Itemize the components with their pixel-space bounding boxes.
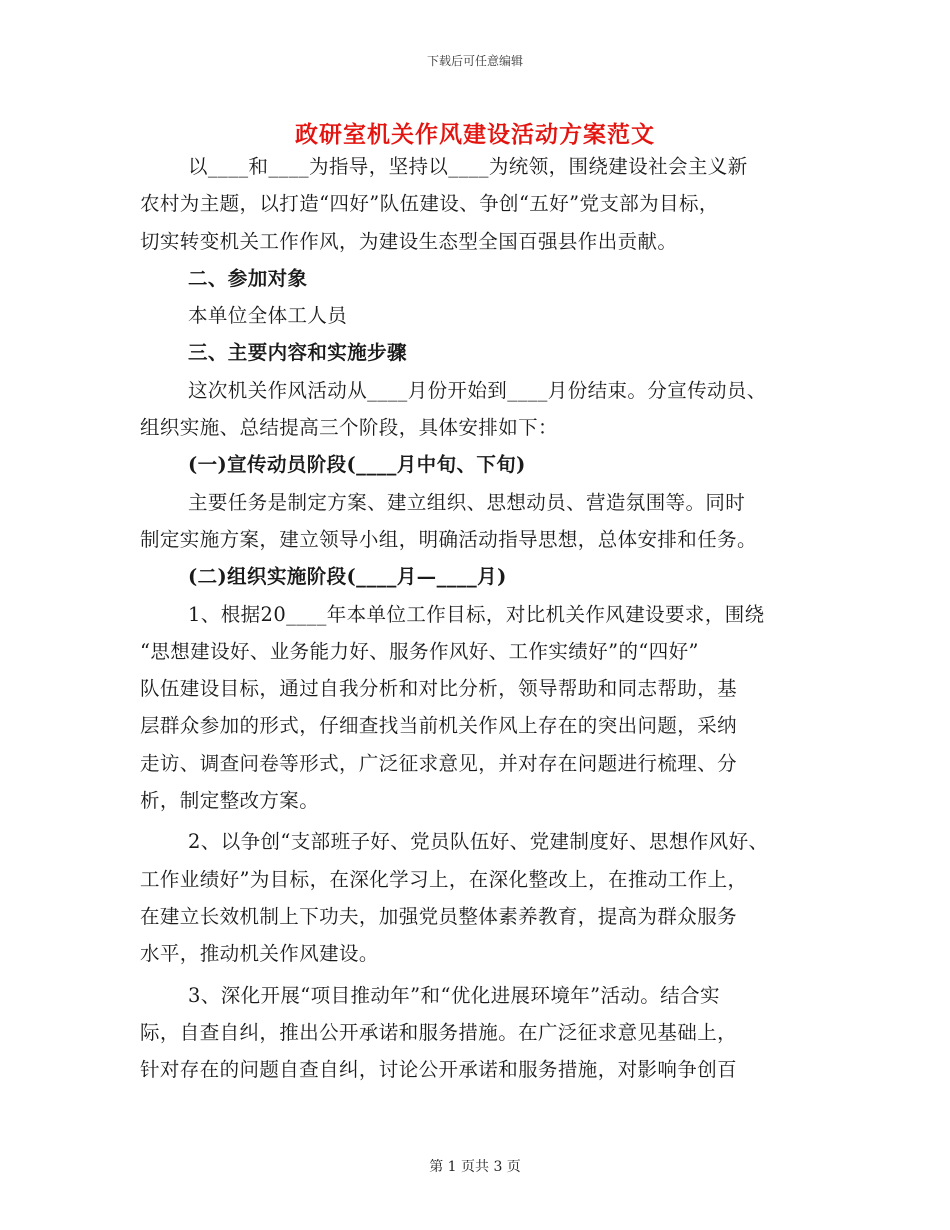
paragraph-line: 这次机关作风活动从____月份开始到____月份结束。分宣传动员、: [188, 378, 767, 402]
subsection-heading: (二)组织实施阶段(____月—____月): [188, 565, 507, 589]
subsection-heading: (一)宣传动员阶段(____月中旬、下旬): [188, 453, 526, 477]
paragraph-line: 制定实施方案，建立领导小组，明确活动指导思想，总体安排和任务。: [140, 527, 757, 551]
document-body: [140, 148, 840, 1088]
paragraph-line: 农村为主题，以打造“四好”队伍建设、争创“五好”党支部为目标，: [140, 192, 719, 216]
section-heading: 三、主要内容和实施步骤: [188, 341, 407, 365]
paragraph-line: 走访、调查问卷等形式，广泛征求意见，并对存在问题进行梳理、分: [140, 751, 738, 775]
paragraph-line: 2、以争创“支部班子好、党员队伍好、党建制度好、思想作风好、: [188, 830, 769, 854]
paragraph-line: 队伍建设目标，通过自我分析和对比分析，领导帮助和同志帮助，基: [140, 677, 738, 701]
paragraph-line: 析，制定整改方案。: [140, 789, 320, 813]
paragraph-line: 在建立长效机制上下功夫，加强党员整体素养教育，提高为群众服务: [140, 904, 738, 928]
paragraph-line: “思想建设好、业务能力好、服务作风好、工作实绩好”的“四好”: [140, 639, 699, 663]
paragraph-line: 组织实施、总结提高三个阶段，具体安排如下：: [140, 416, 558, 440]
paragraph-line: 以____和____为指导，坚持以____为统领，围绕建设社会主义新: [188, 155, 748, 178]
paragraph-line: 1、根据20____年本单位工作目标，对比机关作风建设要求，围绕: [188, 602, 765, 626]
paragraph-line: 3、深化开展“项目推动年”和“优化进展环境年”活动。结合实: [188, 983, 720, 1007]
paragraph-line: 切实转变机关工作作风，为建设生态型全国百强县作出贡献。: [140, 229, 678, 253]
header-note: 下载后可任意编辑: [426, 54, 523, 68]
paragraph-line: 工作业绩好”为目标，在深化学习上，在深化整改上，在推动工作上，: [140, 867, 748, 891]
section-heading: 二、参加对象: [188, 266, 308, 290]
paragraph-line: 本单位全体工人员: [188, 304, 348, 328]
paragraph-line: 层群众参加的形式，仔细查找当前机关作风上存在的突出问题，采纳: [140, 714, 738, 738]
paragraph-line: 针对存在的问题自查自纠，讨论公开承诺和服务措施，对影响争创百: [140, 1058, 738, 1082]
paragraph-line: 际，自查自纠，推出公开承诺和服务措施。在广泛征求意见基础上，: [140, 1020, 738, 1044]
document-title: 政研室机关作风建设活动方案范文: [295, 121, 655, 148]
paragraph-line: 水平，推动机关作风建设。: [140, 942, 379, 966]
page-footer: 第 1 页共 3 页: [429, 1159, 521, 1175]
paragraph-line: 主要任务是制定方案、建立组织、思想动员、营造氛围等。同时: [188, 490, 746, 514]
